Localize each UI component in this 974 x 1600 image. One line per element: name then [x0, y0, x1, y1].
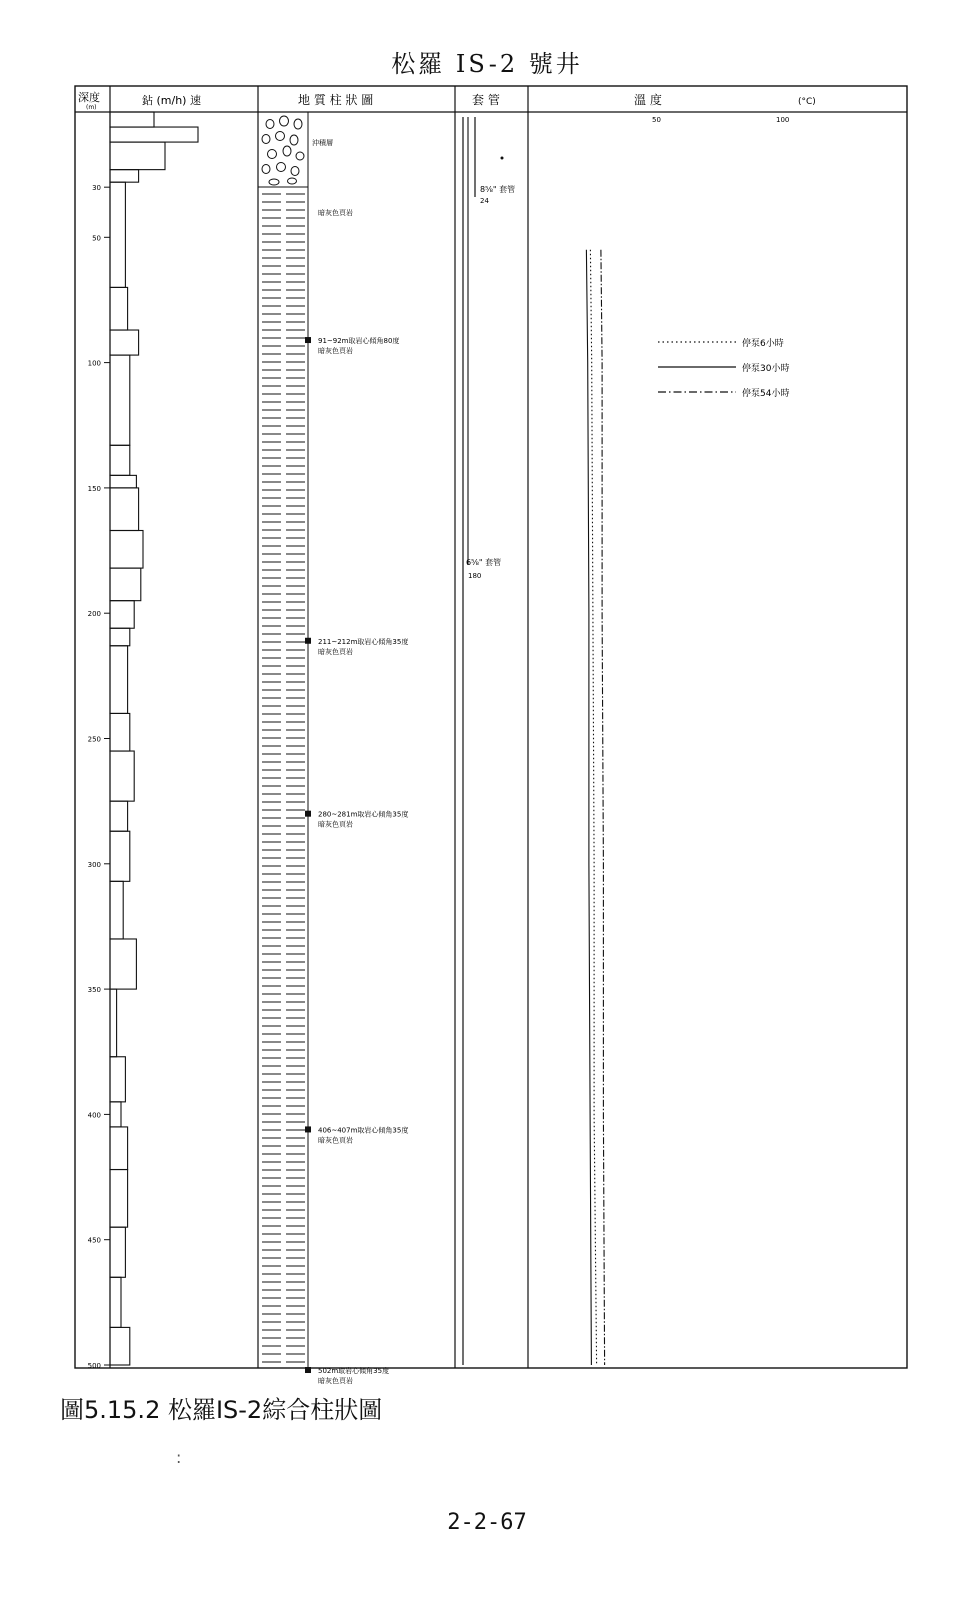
- depth-tick-label: 500: [87, 1362, 101, 1370]
- drilling-rate-bar: [110, 445, 130, 475]
- temperature-profile-line: [586, 250, 591, 1365]
- drilling-rate-steps: [110, 112, 198, 1365]
- drilling-rate-bar: [110, 287, 128, 330]
- drilling-rate-bar: [110, 182, 125, 287]
- drilling-rate-bar: [110, 488, 139, 531]
- drilling-rate-bar: [110, 881, 123, 939]
- header-temperature: 溫 度: [634, 93, 662, 107]
- drilling-rate-bar: [110, 112, 154, 127]
- casing-6in-depth: 180: [468, 572, 482, 580]
- temp-tick-50: 50: [652, 116, 661, 124]
- drilling-rate-bar: [110, 646, 128, 714]
- header-geology: 地 質 柱 狀 圖: [298, 93, 374, 107]
- stray-mark: :: [176, 1448, 182, 1467]
- temperature-profiles: [586, 250, 604, 1365]
- drilling-rate-bar: [110, 601, 134, 629]
- casing-8in-depth: 24: [480, 197, 489, 205]
- legend-label-30h: 停泵30小時: [742, 364, 790, 374]
- drilling-rate-bar: [110, 713, 130, 751]
- header-temperature-unit: (°C): [798, 97, 816, 107]
- figure-caption: 圖5.15.2 松羅IS-2綜合柱狀圖: [60, 1396, 383, 1424]
- casing-column: [463, 117, 515, 1365]
- drilling-rate-bar: [110, 330, 139, 355]
- depth-tick-label: 300: [87, 860, 101, 869]
- depth-tick-label: 100: [87, 359, 101, 368]
- temperature-profile-line: [601, 250, 605, 1365]
- drilling-rate-bar: [110, 1127, 128, 1170]
- drilling-rate-bar: [110, 1327, 130, 1365]
- drilling-rate-bar: [110, 1102, 121, 1127]
- geology-annotation: 暗灰色頁岩: [318, 1136, 353, 1145]
- header-depth-unit: (m): [86, 104, 97, 111]
- drilling-rate-bar: [110, 475, 136, 488]
- drilling-rate-bar: [110, 1277, 121, 1327]
- temp-tick-100: 100: [776, 116, 790, 124]
- geology-annotation: 211~212m取岩心傾角35度: [318, 637, 409, 646]
- drilling-rate-bar: [110, 1057, 125, 1102]
- temperature-profile-line: [590, 250, 596, 1365]
- drilling-rate-bar: [110, 170, 139, 183]
- depth-tick-label: 150: [87, 484, 101, 493]
- depth-tick-label: 50: [92, 234, 101, 243]
- geology-annotation: 暗灰色頁岩: [318, 820, 353, 829]
- gravel-pattern: [262, 116, 304, 185]
- alluvium-layer: [258, 112, 308, 187]
- drilling-rate-bar: [110, 751, 134, 801]
- core-sample-marker: [305, 811, 311, 817]
- depth-tick-label: 200: [87, 610, 101, 619]
- drilling-rate-bar: [110, 989, 117, 1057]
- drilling-rate-bar: [110, 1227, 125, 1277]
- header-casing: 套 管: [472, 93, 500, 107]
- core-sample-marker: [305, 1367, 311, 1373]
- drilling-rate-bar: [110, 628, 130, 646]
- drilling-rate-bar: [110, 801, 128, 831]
- core-sample-marker: [305, 1126, 311, 1132]
- drilling-rate-bar: [110, 939, 136, 989]
- geology-annotation: 暗灰色頁岩: [318, 647, 353, 656]
- geology-annotations: [312, 138, 408, 1385]
- shale-hatch-pattern: [262, 194, 305, 1362]
- page-number: 2-2-67: [447, 1510, 527, 1535]
- geology-annotation: 沖積層: [312, 139, 333, 148]
- core-sample-marker: [305, 638, 311, 644]
- geology-annotation: 暗灰色頁岩: [318, 347, 353, 356]
- depth-tick-label: 30: [92, 184, 101, 193]
- header-rate: 鉆 (m/h) 速: [142, 94, 201, 107]
- casing-8in-label: 8⅝" 套管: [480, 185, 516, 194]
- drilling-rate-bar: [110, 568, 141, 601]
- shale-column: [258, 187, 308, 1368]
- geology-annotation: 暗灰色頁岩: [318, 1377, 353, 1386]
- drilling-rate-bar: [110, 831, 130, 881]
- geology-annotation: 280~281m取岩心傾角35度: [318, 810, 409, 819]
- header-depth: 深度: [78, 91, 100, 104]
- depth-axis: [88, 184, 110, 1370]
- depth-tick-label: 450: [87, 1236, 101, 1245]
- drilling-rate-bar: [110, 127, 198, 142]
- geology-annotation: 91~92m取岩心傾角80度: [318, 337, 400, 346]
- core-sample-marker: [305, 337, 311, 343]
- drilling-rate-bar: [110, 142, 165, 170]
- depth-tick-label: 250: [87, 735, 101, 744]
- geology-annotation: 暗灰色頁岩: [318, 209, 353, 218]
- depth-tick-label: 350: [87, 986, 101, 995]
- temperature-legend: [658, 337, 789, 399]
- geology-annotation: 406~407m取岩心傾角35度: [318, 1126, 409, 1135]
- legend-label-6h: 停泵6小時: [742, 339, 784, 349]
- casing-6in-label: 6⅝" 套管: [466, 558, 502, 567]
- drilling-rate-bar: [110, 531, 143, 569]
- drilling-rate-bar: [110, 355, 130, 445]
- casing-dot: [501, 157, 504, 160]
- log-frame: [75, 86, 907, 1368]
- diagram-title: 松羅 IS-2 號井: [391, 50, 583, 78]
- drilling-rate-bar: [110, 1170, 128, 1228]
- depth-tick-label: 400: [87, 1111, 101, 1120]
- legend-label-54h: 停泵54小時: [742, 389, 790, 399]
- geology-annotation: 502m取岩心傾角35度: [318, 1367, 390, 1376]
